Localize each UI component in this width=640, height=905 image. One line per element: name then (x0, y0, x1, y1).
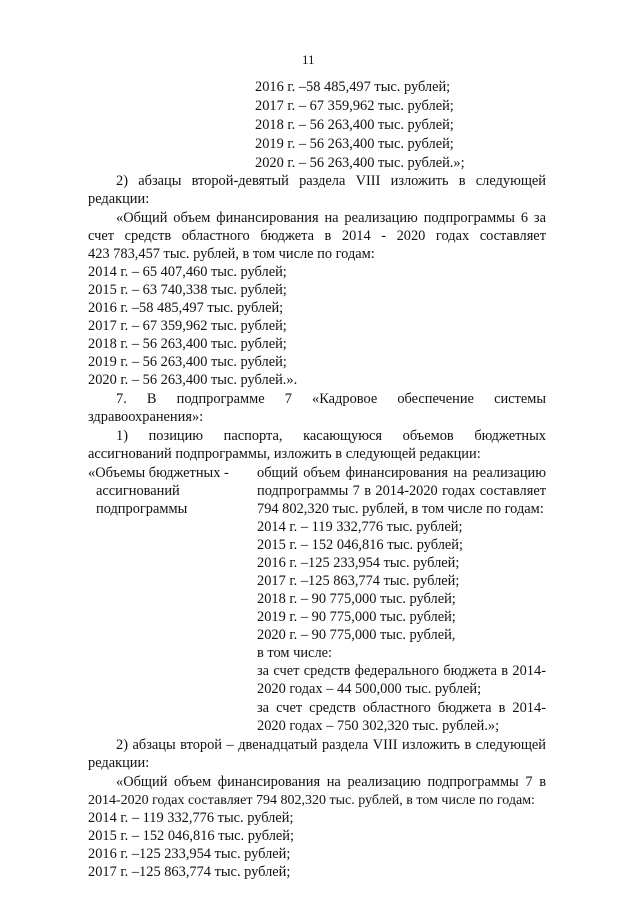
year-line: 2016 г. –125 233,954 тыс. рублей; (88, 846, 291, 862)
quote-paragraph: счет средств областного бюджета в 2014 - 2020 годах составляет (88, 228, 546, 244)
passport-year: 2014 г. – 119 332,776 тыс. рублей; (257, 519, 463, 535)
year-line: 2016 г. –58 485,497 тыс. рублей; (255, 79, 451, 95)
amendment-item-1-cont: ассигнований подпрограммы, изложить в следующей редакции: (88, 446, 481, 462)
year-line: 2020 г. – 56 263,400 тыс. рублей.». (88, 372, 298, 388)
year-line: 2020 г. – 56 263,400 тыс. рублей.»; (255, 155, 465, 171)
passport-year: 2015 г. – 152 046,816 тыс. рублей; (257, 537, 463, 553)
year-line: 2017 г. –125 863,774 тыс. рублей; (88, 864, 291, 880)
passport-label: подпрограммы (96, 501, 188, 517)
passport-value: подпрограммы 7 в 2014-2020 годах составляет (257, 483, 546, 499)
quote-paragraph: «Общий объем финансирования на реализацию подпрограммы 6 за (116, 210, 546, 226)
passport-year: 2020 г. – 90 775,000 тыс. рублей, (257, 627, 456, 643)
year-line: 2014 г. – 65 407,460 тыс. рублей; (88, 264, 287, 280)
passport-year: 2018 г. – 90 775,000 тыс. рублей; (257, 591, 456, 607)
passport-federal: за счет средств федерального бюджета в 2014- (257, 663, 546, 679)
year-line: 2019 г. – 56 263,400 тыс. рублей; (88, 354, 287, 370)
amendment-item-2b: 2) абзацы второй – двенадцатый раздела VIII изложить в следующей (116, 737, 546, 753)
page-number: 11 (302, 52, 315, 67)
year-line: 2016 г. –58 485,497 тыс. рублей; (88, 300, 284, 316)
amendment-item-7-cont: здравоохранения»: (88, 409, 204, 425)
passport-year: 2016 г. –125 233,954 тыс. рублей; (257, 555, 460, 571)
passport-year: 2019 г. – 90 775,000 тыс. рублей; (257, 609, 456, 625)
passport-value: общий объем финансирования на реализацию (257, 465, 546, 481)
quote-paragraph: «Общий объем финансирования на реализацию подпрограммы 7 в (116, 774, 546, 790)
passport-federal: 2020 годах – 44 500,000 тыс. рублей; (257, 681, 482, 697)
passport-incl: в том числе: (257, 645, 333, 661)
passport-label: «Объемы бюджетных - (88, 465, 229, 481)
passport-year: 2017 г. –125 863,774 тыс. рублей; (257, 573, 460, 589)
amendment-item-1: 1) позицию паспорта, касающуюся объемов бюджетных (116, 428, 546, 444)
passport-value: 794 802,320 тыс. рублей, в том числе по годам: (257, 501, 544, 517)
quote-paragraph: 423 783,457 тыс. рублей, в том числе по годам: (88, 246, 375, 262)
year-line: 2017 г. – 67 359,962 тыс. рублей; (255, 98, 454, 114)
quote-paragraph: 2014-2020 годах составляет 794 802,320 тыс. рублей, в том числе по годам: (88, 793, 535, 808)
year-line: 2018 г. – 56 263,400 тыс. рублей; (88, 336, 287, 352)
year-line: 2015 г. – 63 740,338 тыс. рублей; (88, 282, 287, 298)
year-line: 2014 г. – 119 332,776 тыс. рублей; (88, 810, 294, 826)
year-line: 2015 г. – 152 046,816 тыс. рублей; (88, 828, 294, 844)
year-line: 2019 г. – 56 263,400 тыс. рублей; (255, 136, 454, 152)
amendment-item-2b-cont: редакции: (88, 755, 150, 771)
passport-label: ассигнований (96, 483, 180, 499)
amendment-item-2-cont: редакции: (88, 191, 150, 207)
amendment-item-7: 7. В подпрограмме 7 «Кадровое обеспечение системы (116, 391, 546, 407)
amendment-item-2: 2) абзацы второй-девятый раздела VIII изложить в следующей (116, 173, 546, 189)
passport-regional: за счет средств областного бюджета в 2014- (257, 700, 546, 716)
year-line: 2018 г. – 56 263,400 тыс. рублей; (255, 117, 454, 133)
passport-regional: 2020 годах – 750 302,320 тыс. рублей.»; (257, 718, 500, 734)
year-line: 2017 г. – 67 359,962 тыс. рублей; (88, 318, 287, 334)
